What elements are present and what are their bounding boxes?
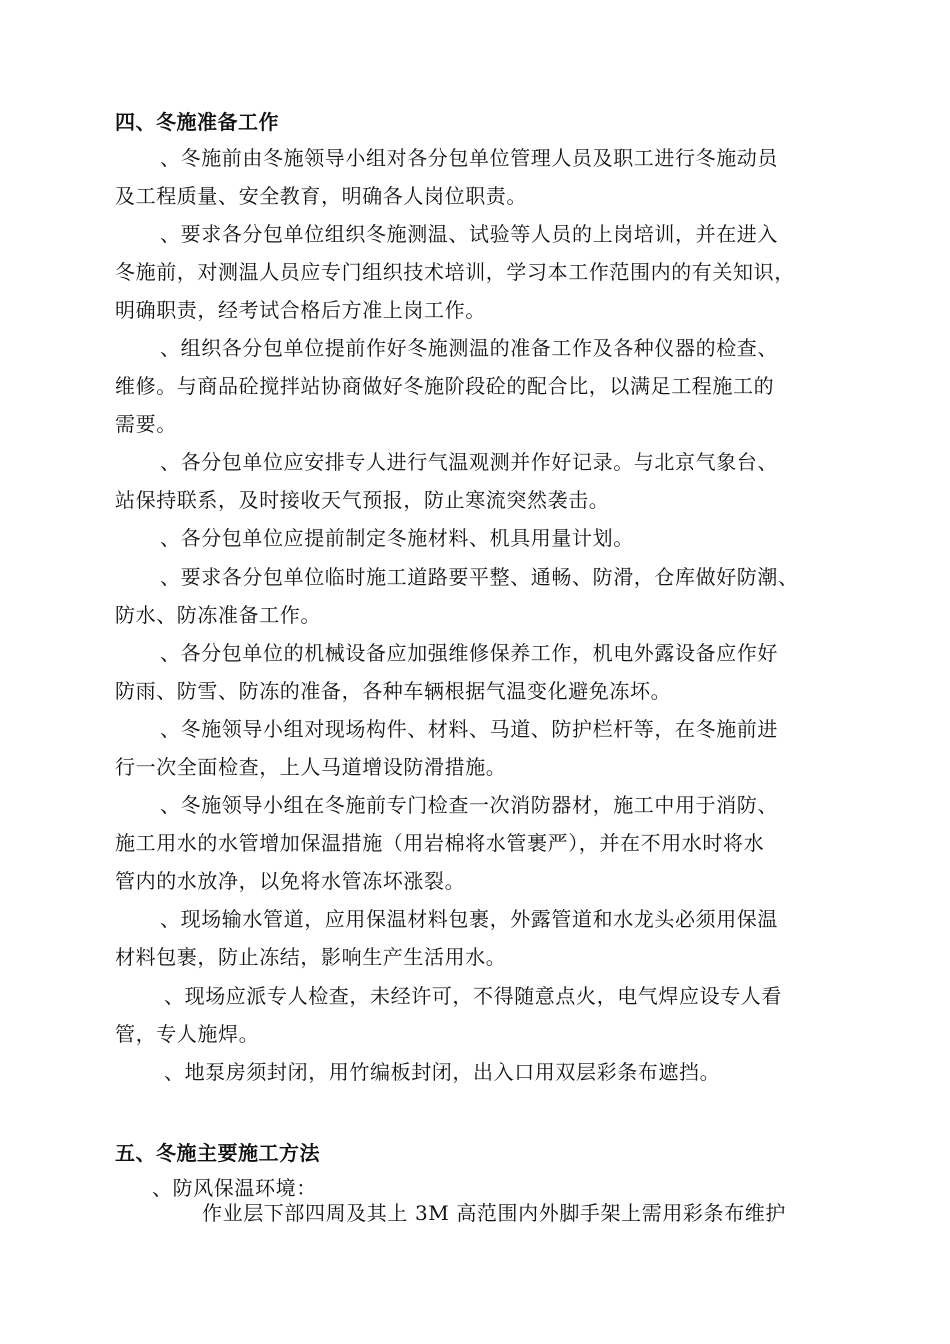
paragraph-line: 、地泵房须封闭，用竹编板封闭，出入口用双层彩条布遮挡。 xyxy=(164,1060,721,1084)
paragraph-line: 、现场应派专人检查，未经许可，不得随意点火，电气焊应设专人看 xyxy=(164,984,782,1008)
paragraph-line: 需要。 xyxy=(115,412,177,436)
paragraph-line: 作业层下部四周及其上 3M 高范围内外脚手架上需用彩条布维护 xyxy=(202,1201,786,1225)
paragraph-line: 施工用水的水管增加保温措施（用岩棉将水管裹严），并在不用水时将水 xyxy=(115,831,765,855)
paragraph-line: 管内的水放净，以免将水管冻坏涨裂。 xyxy=(115,869,466,893)
paragraph-line: 、冬施领导小组在冬施前专门检查一次消防器材，施工中用于消防、 xyxy=(160,793,778,817)
paragraph-line: 、现场输水管道，应用保温材料包裹，外露管道和水龙头必须用保温 xyxy=(160,907,778,931)
paragraph-line: 防水、防冻准备工作。 xyxy=(115,603,321,627)
paragraph-line: 、冬施领导小组对现场构件、材料、马道、防护栏杆等，在冬施前进 xyxy=(160,717,778,741)
paragraph-line: 行一次全面检查，上人马道增设防滑措施。 xyxy=(115,755,507,779)
paragraph-line: 明确职责，经考试合格后方准上岗工作。 xyxy=(115,298,486,322)
paragraph-line: 、要求各分包单位组织冬施测温、试验等人员的上岗培训，并在进入 xyxy=(160,222,778,246)
paragraph-line: 站保持联系，及时接收天气预报，防止寒流突然袭击。 xyxy=(115,488,610,512)
section-heading-main-methods: 五、冬施主要施工方法 xyxy=(115,1141,320,1165)
paragraph-line: 、各分包单位的机械设备应加强维修保养工作，机电外露设备应作好 xyxy=(160,641,778,665)
subsection-title: 、防风保温环境： xyxy=(152,1176,317,1200)
paragraph-line: 冬施前，对测温人员应专门组织技术培训，学习本工作范围内的有关知识， xyxy=(115,260,795,284)
paragraph-line: 维修。与商品砼搅拌站协商做好冬施阶段砼的配合比，以满足工程施工的 xyxy=(115,374,775,398)
section-heading-winter-preparation: 四、冬施准备工作 xyxy=(115,110,279,134)
paragraph-line: 管，专人施焊。 xyxy=(115,1022,260,1046)
paragraph-line: 、各分包单位应安排专人进行气温观测并作好记录。与北京气象台、 xyxy=(160,450,778,474)
paragraph-line: 、各分包单位应提前制定冬施材料、机具用量计划。 xyxy=(160,526,634,550)
paragraph-line: 、要求各分包单位临时施工道路要平整、通畅、防滑，仓库做好防潮、 xyxy=(160,565,799,589)
paragraph-line: 及工程质量、安全教育，明确各人岗位职责。 xyxy=(115,184,527,208)
paragraph-line: 、冬施前由冬施领导小组对各分包单位管理人员及职工进行冬施动员 xyxy=(160,146,778,170)
paragraph-line: 、组织各分包单位提前作好冬施测温的准备工作及各种仪器的检查、 xyxy=(160,336,778,360)
paragraph-line: 材料包裹，防止冻结，影响生产生活用水。 xyxy=(115,945,507,969)
paragraph-line: 防雨、防雪、防冻的准备，各种车辆根据气温变化避免冻坏。 xyxy=(115,679,672,703)
